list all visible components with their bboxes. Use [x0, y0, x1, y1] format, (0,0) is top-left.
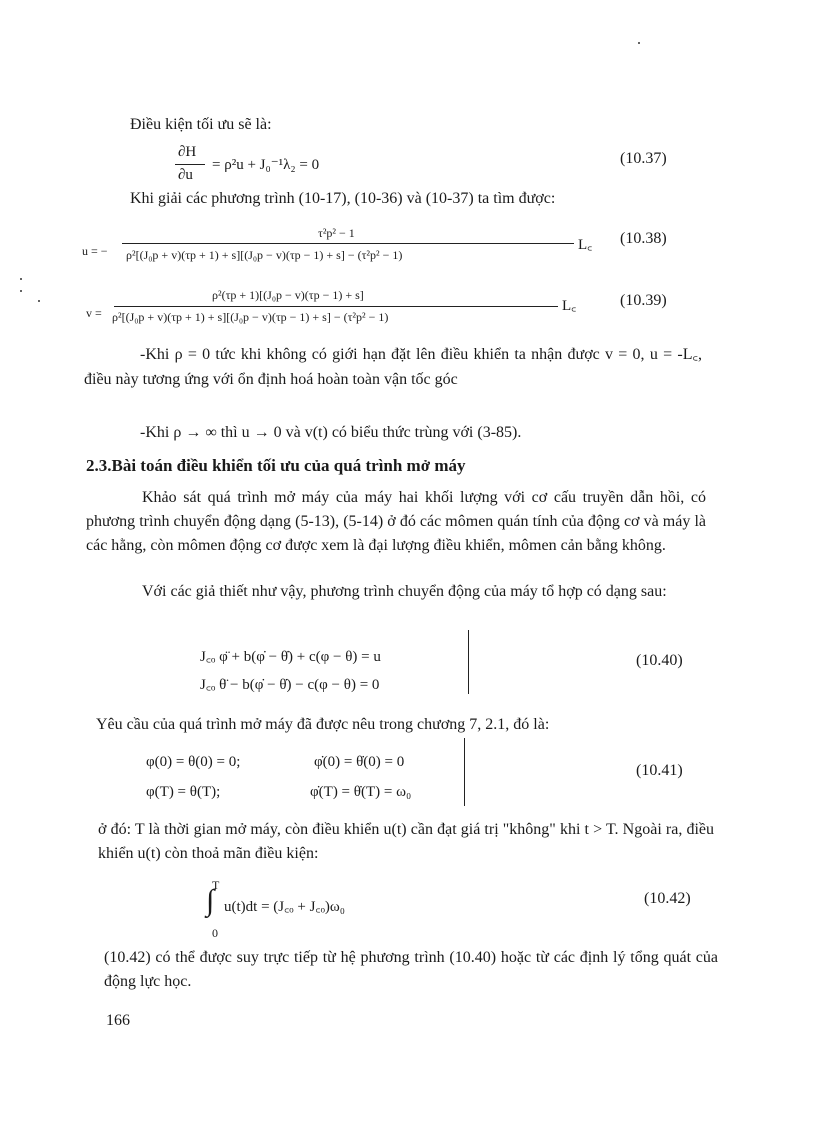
eq-10-38-denominator: ρ²[(J₀p + v)(τp + 1) + s][(J₀p − v)(τp − 1) + s] − (τ²p² − 1): [126, 248, 403, 262]
eq-10-38-factor: L꜀: [578, 237, 593, 253]
assumption-paragraph: Với các giả thiết như vậy, phương trình chuyển động của máy tổ hợp có dạng sau:: [142, 583, 667, 600]
section-heading: 2.3.Bài toán điều khiển tối ưu của quá trình mở máy: [86, 456, 466, 475]
page-number: 166: [106, 1012, 130, 1029]
where-paragraph: ở đó: T là thời gian mở máy, còn điều khiển u(t) cần đạt giá trị "không" khi t > T. Ngoài ra, điều khiển u(t) còn thoả mãn điều kiện:: [98, 821, 714, 862]
scan-speck: [638, 42, 640, 44]
eq-10-38-fraction-bar: [122, 243, 574, 244]
scan-speck: [20, 290, 22, 292]
eq-10-41-line2-right: φ̇(T) = θ̇(T) = ω₀: [310, 784, 412, 800]
eq-10-39-factor: L꜀: [562, 298, 577, 314]
survey-paragraph: Khảo sát quá trình mở máy của máy hai khối lượng với cơ cấu truyền dẫn hồi, có phương trình chuyển động dạng (5-13), (5-14) ở đó các mômen quán tính của động cơ và máy là các hằng, còn mômen động cơ được xem là đại lượng điều khiển, mômen cản bằng không.: [86, 489, 706, 554]
eq-10-42-upper-limit: T: [212, 878, 220, 892]
eq-10-42-integrand: u(t)dt = (J꜀ₒ + J꜀ₒ)ω₀: [224, 899, 346, 915]
rho-infinity-case: -Khi ρ → ∞ thì u → 0 và v(t) có biểu thức trùng với (3-85).: [140, 424, 522, 441]
eq-10-42-lower-limit: 0: [212, 926, 218, 940]
scan-speck: [38, 300, 40, 302]
eq-10-41-line2-left: φ(T) = θ(T);: [146, 784, 221, 800]
eq-10-40-brace: [462, 630, 469, 694]
eq-10-37-denominator: ∂u: [178, 167, 193, 183]
eq-10-42-number: (10.42): [644, 890, 691, 907]
eq-10-39-fraction-bar: [114, 306, 558, 307]
rho-zero-case-paragraph: -Khi ρ = 0 tức khi không có giới hạn đặt lên điều khiển ta nhận được v = 0, u = -L꜀, điều này tương ứng với ổn định hoá hoàn toàn vận tốc góc: [84, 346, 702, 388]
derive-paragraph: (10.42) có thể được suy trực tiếp từ hệ phương trình (10.40) hoặc từ các định lý tổng quát của động lực học.: [104, 949, 718, 990]
eq-10-40-number: (10.40): [636, 652, 683, 669]
eq-10-40-line2: J꜀ₒ θ̈ − b(φ̇ − θ̇) − c(φ − θ) = 0: [200, 677, 380, 693]
eq-10-38-numerator: τ²p² − 1: [318, 226, 355, 240]
eq-10-41-line1-left: φ(0) = θ(0) = 0;: [146, 754, 241, 770]
eq-10-41-brace: [458, 738, 465, 806]
eq-10-39-number: (10.39): [620, 292, 667, 309]
eq-10-39-lhs: v =: [86, 306, 102, 320]
eq-10-38-lhs: u = −: [82, 244, 108, 258]
requirement-sentence: Yêu cầu của quá trình mở máy đã được nêu trong chương 7, 2.1, đó là:: [96, 716, 550, 733]
eq-10-37-fraction-bar: [175, 164, 205, 165]
eq-10-40-line1: J꜀ₒ φ̈ + b(φ̇ − θ̇) + c(φ − θ) = u: [200, 649, 381, 665]
eq-10-41-number: (10.41): [636, 762, 683, 779]
eq-10-39-denominator: ρ²[(J₀p + v)(τp + 1) + s][(J₀p − v)(τp − 1) + s] − (τ²p² − 1): [112, 310, 389, 324]
eq-10-41-line1-right: φ̇(0) = θ̇(0) = 0: [314, 754, 405, 770]
eq-10-37-number: (10.37): [620, 150, 667, 167]
scan-speck: [20, 278, 22, 280]
eq-10-39-numerator: ρ²(τp + 1)[(J₀p − v)(τp − 1) + s]: [212, 288, 364, 302]
eq-10-37-rhs: = ρ²u + J₀⁻¹λ₂ = 0: [212, 157, 320, 173]
integral-sign-icon: ∫: [206, 884, 215, 917]
eq-10-37-numerator: ∂H: [178, 144, 197, 160]
eq-10-38-number: (10.38): [620, 230, 667, 247]
optimal-condition-intro: Điều kiện tối ưu sẽ là:: [130, 116, 272, 133]
solve-sentence: Khi giải các phương trình (10-17), (10-36) và (10-37) ta tìm được:: [130, 190, 556, 207]
